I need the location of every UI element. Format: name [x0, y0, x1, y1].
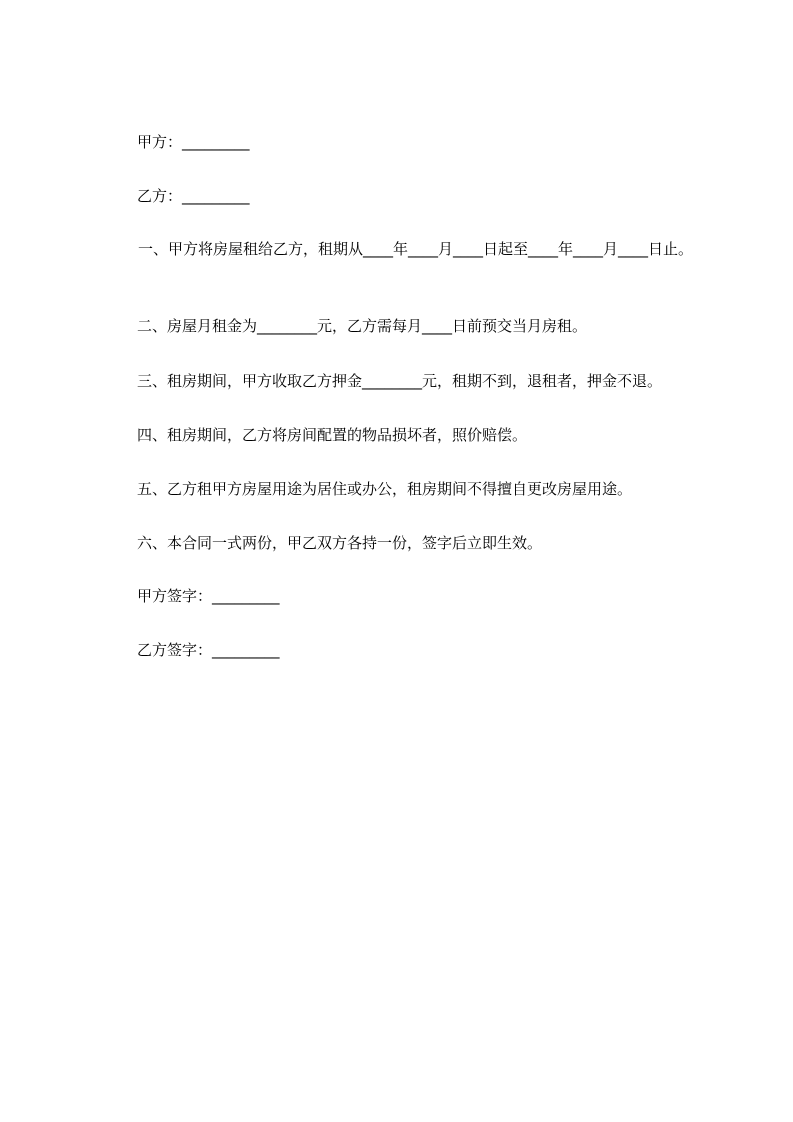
party-a-line: 甲方：_________: [137, 133, 250, 151]
clause-3: 三、租房期间，甲方收取乙方押金________元，租期不到，退租者，押金不退。: [137, 372, 663, 390]
clause-1: 一、甲方将房屋租给乙方，租期从____年____月____日起至____年____月____日止。: [138, 240, 694, 258]
party-b-line: 乙方：_________: [137, 187, 250, 205]
signature-a-line: 甲方签字：_________: [137, 587, 280, 605]
clause-5: 五、乙方租甲方房屋用途为居住或办公，租房期间不得擅自更改房屋用途。: [137, 480, 633, 498]
signature-b-line: 乙方签字：_________: [137, 641, 280, 659]
clause-2: 二、房屋月租金为________元，乙方需每月____日前预交当月房租。: [137, 317, 588, 335]
clause-4: 四、租房期间，乙方将房间配置的物品损坏者，照价赔偿。: [137, 426, 528, 444]
clause-6: 六、本合同一式两份，甲乙双方各持一份，签字后立即生效。: [137, 534, 543, 552]
